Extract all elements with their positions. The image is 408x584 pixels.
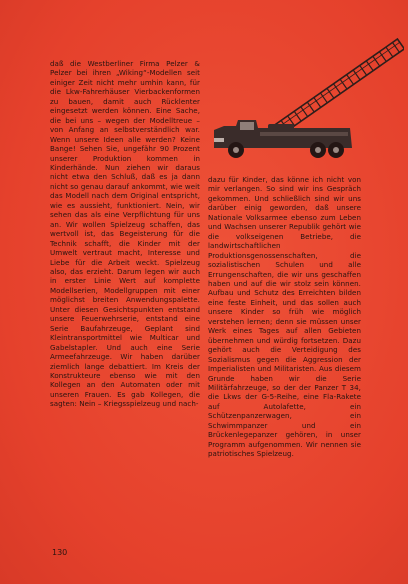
left-column-text: daß die Westberliner Firma Pelzer & Pelzer bei ihren „Wiking“-Modellen seit einiger Zeit nicht mehr umhin kann, für die Lkw-Fahrerhäuser Vierbackenformen zu bauen, damit auch Rücklenter eingesetzt werden können. Eine Sache, die bei uns – wegen der Modelltreue – von Anfang an selbstverständlich war. Wenn unsere Ideen alle werden? Keine Bange! Sehen Sie, ungefähr 90 Prozent unserer Produktion kommen in Kinderhände. Nun ziehen wir daraus nicht etwa den Schluß, daß es ja dann nicht so genau darauf ankommt, wie weit das Modell nach dem Original entspricht, wie es aussieht, funktioniert. Nein, wir sehen das als eine Verpflichtung für uns an. Wir wollen Spielzeug schaffen, das wertvoll ist, das Begeisterung für die Technik schafft, die Kinder mit der Umwelt vertraut macht, Interesse und Liebe für die Arbeit weckt. Spielzeug also, das erzieht. Darum legen wir auch in erster Linie Wert auf komplette Modellserien, Modellgruppen mit einer möglichst breiten Anwendungspalette. Unter diesen Gesichtspunkten entstand unsere Feuerwehrserie, entstand eine Serie Baufahrzeuge, Geplant sind Kleintransportmittel wie Multicar und Gabelstapler. Und auch eine Serie Armeefahrzeuge. Wir haben darüber ziemlich lange debattiert. Im Kreis der Konstrukteure ebenso wie mit den Kollegen an den Automaten oder mit unseren Frauen. Es gab Kollegen, die sagten: Nein – Kriegsspielzeug und nach-	[50, 59, 200, 409]
page-number: 130	[52, 548, 68, 557]
right-column-text: dazu für Kinder, das könne ich nicht von mir verlangen. So sind wir ins Gespräch gekommen. Und schließlich sind wir uns darüber einig geworden, daß unsere Nationale Volksarmee ebenso zum Leben und Wachsen unserer Republik gehört wie die volkseigenen Betriebe, die landwirtschaftlichen Produktionsgenossenschaften, die sozialistischen Schulen und alle Errungenschaften, die wir uns geschaffen haben und auf die wir stolz sein können. Aufbau und Schutz des Erreichten bilden eine feste Einheit, und das sollen auch unsere Kinder so früh wie möglich verstehen lernen; denn sie müssen unser Werk eines Tages auf allen Gebieten übernehmen und würdig fortsetzen. Dazu gehört auch die Verteidigung des Sozialismus gegen die Aggression der Imperialisten und Militaristen. Aus diesem Grunde haben wir die Serie Militärfahrzeuge, so der der Panzer T 34, die Lkws der G-5-Reihe, eine Fla-Rakete auf Autolafette, ein Schützenpanzerwagen, ein Schwimmpanzer und ein Brückenlegepanzer gehören, in unser Programm aufgenommen. Wir nennen sie patriotisches Spielzeug.	[208, 175, 361, 459]
fire-truck-turntable-ladder-icon	[200, 8, 404, 168]
